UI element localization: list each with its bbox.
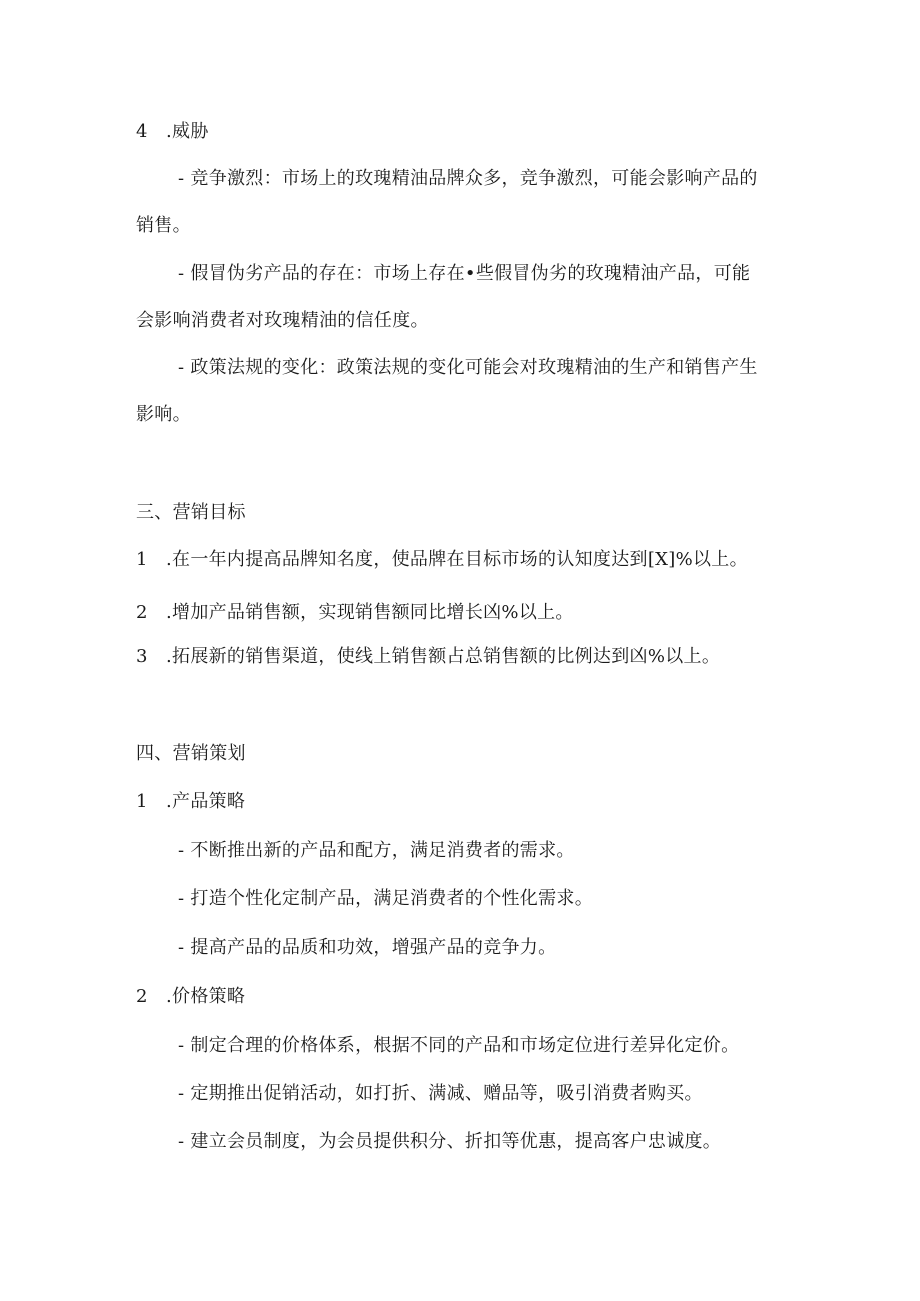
price-item-2: - 定期推出促销活动，如打折、满减、赠品等，吸引消费者购买。 xyxy=(178,1083,703,1104)
price-item-3: - 建立会员制度，为会员提供积分、折扣等优惠，提高客户忠诚度。 xyxy=(178,1131,722,1152)
threat-item-1-line2: 销售。 xyxy=(136,215,191,236)
goal-item-2 xyxy=(136,601,574,625)
threat-item-1-line1: - 竞争激烈：市场上的玫瑰精油品牌众多，竞争激烈，可能会影响产品的 xyxy=(178,168,758,189)
price-strategy-number: 2 xyxy=(136,986,148,1007)
threats-heading-number: 4 xyxy=(136,121,148,142)
goal-item-2-number: 2 xyxy=(136,602,148,623)
product-strategy-number: 1 xyxy=(136,791,148,812)
plan-section-title: 四、营销策划 xyxy=(136,743,246,764)
threats-heading xyxy=(136,120,209,144)
threat-item-2-line1: - 假冒伪劣产品的存在：市场上存在•些假冒伪劣的玫瑰精油产品，可能 xyxy=(178,263,751,284)
goal-item-3-number: 3 xyxy=(136,646,148,667)
price-strategy-heading xyxy=(136,985,245,1009)
threat-item-3-line2: 影响。 xyxy=(136,404,191,425)
price-strategy-text: .价格策略 xyxy=(166,986,246,1007)
product-strategy-heading xyxy=(136,790,245,814)
goal-item-3-text: .拓展新的销售渠道，使线上销售额占总销售额的比例达到凶%以上。 xyxy=(166,646,721,667)
product-item-1: - 不断推出新的产品和配方，满足消费者的需求。 xyxy=(178,840,575,861)
threats-heading-text: .威胁 xyxy=(166,121,209,142)
goal-item-1 xyxy=(136,548,748,572)
price-item-1: - 制定合理的价格体系，根据不同的产品和市场定位进行差异化定价。 xyxy=(178,1035,740,1056)
goal-item-3 xyxy=(136,645,720,669)
goal-item-1-number: 1 xyxy=(136,549,148,570)
product-item-2: - 打造个性化定制产品，满足消费者的个性化需求。 xyxy=(178,888,594,909)
goal-item-2-text: .增加产品销售额，实现销售额同比增长凶%以上。 xyxy=(166,602,574,623)
goal-item-1-text: .在一年内提高品牌知名度，使品牌在目标市场的认知度达到[X]%以上。 xyxy=(166,549,748,570)
threat-item-3-line1: - 政策法规的变化：政策法规的变化可能会对玫瑰精油的生产和销售产生 xyxy=(178,357,758,378)
product-item-3: - 提高产品的品质和功效，增强产品的竞争力。 xyxy=(178,937,557,958)
threat-item-2-line2: 会影响消费者对玫瑰精油的信任度。 xyxy=(136,310,429,331)
product-strategy-text: .产品策略 xyxy=(166,791,246,812)
goals-section-title: 三、营销目标 xyxy=(136,502,246,523)
